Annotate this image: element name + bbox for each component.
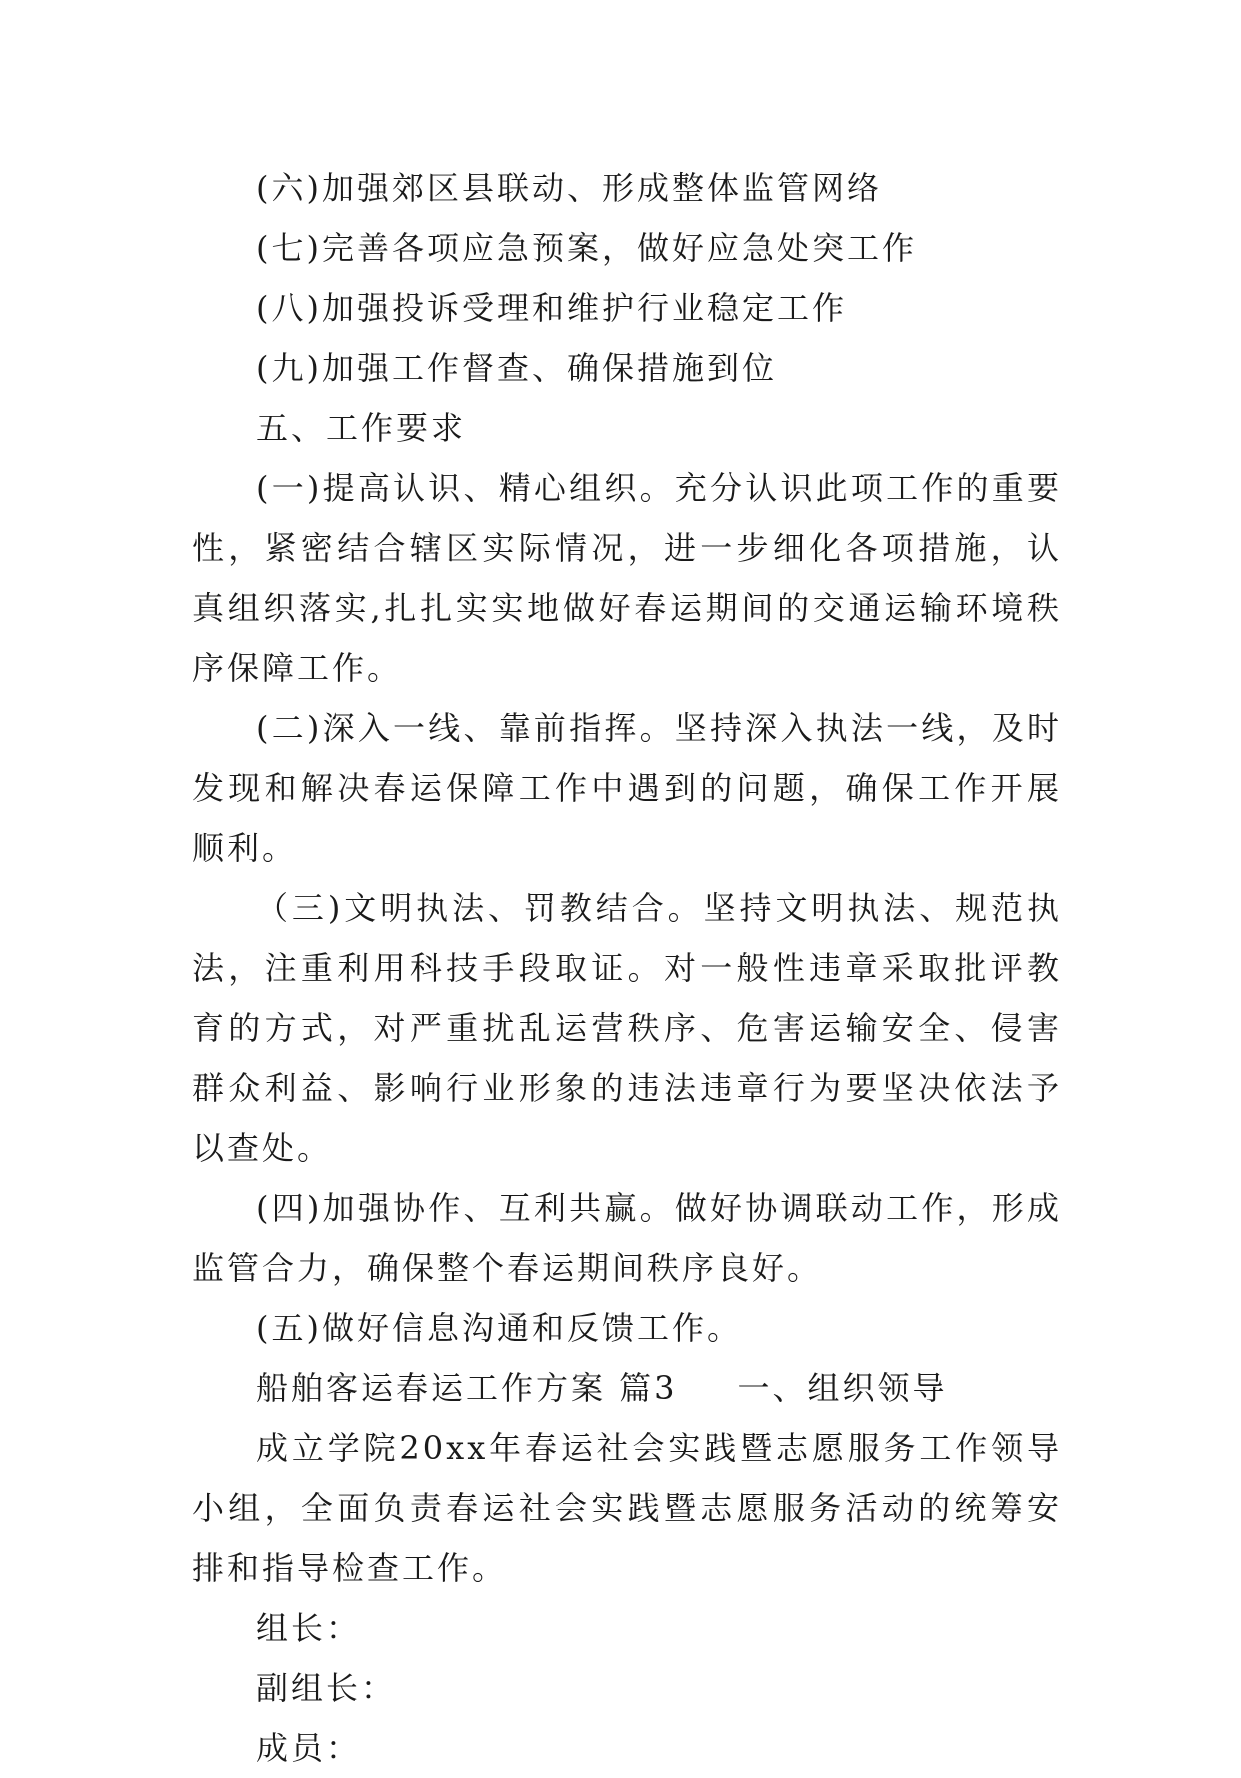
article-3-title: 船舶客运春运工作方案 篇3 <box>256 1369 678 1407</box>
article-3-intro: 成立学院20xx年春运社会实践暨志愿服务工作领导小组，全面负责春运社会实践暨志愿服务活动的统筹安排和指导检查工作。 <box>192 1429 1062 1587</box>
requirement-3: （三)文明执法、罚教结合。坚持文明执法、规范执法，注重利用科技手段取证。对一般性违章采取批评教育的方式，对严重扰乱运营秩序、危害运输安全、侵害群众利益、影响行业形象的违法违章行为要坚决依法予以查处。 <box>192 889 1062 1167</box>
section-1-heading: 一、组织领导 <box>737 1369 948 1407</box>
requirement-5: (五)做好信息沟通和反馈工作。 <box>256 1309 742 1347</box>
requirement-4: (四)加强协作、互利共赢。做好协调联动工作，形成监管合力，确保整个春运期间秩序良好。 <box>192 1189 1062 1287</box>
document-body <box>192 158 1062 1778</box>
section-5-heading: 五、工作要求 <box>256 409 467 447</box>
requirement-1: (一)提高认识、精心组织。充分认识此项工作的重要性，紧密结合辖区实际情况，进一步细化各项措施，认真组织落实,扎扎实实地做好春运期间的交通运输环境秩序保障工作。 <box>192 469 1062 687</box>
requirement-2: (二)深入一线、靠前指挥。坚持深入执法一线，及时发现和解决春运保障工作中遇到的问题，确保工作开展顺利。 <box>192 709 1062 867</box>
item-8: (八)加强投诉受理和维护行业稳定工作 <box>256 289 847 327</box>
item-9: (九)加强工作督查、确保措施到位 <box>256 349 777 387</box>
deputy-leader-label: 副组长： <box>256 1669 397 1707</box>
item-7: (七)完善各项应急预案，做好应急处突工作 <box>256 229 917 267</box>
leader-label: 组长： <box>256 1609 362 1647</box>
item-6: (六)加强郊区县联动、形成整体监管网络 <box>256 169 882 207</box>
members-label: 成员： <box>256 1729 362 1767</box>
article-3-title-line <box>192 1358 1062 1418</box>
